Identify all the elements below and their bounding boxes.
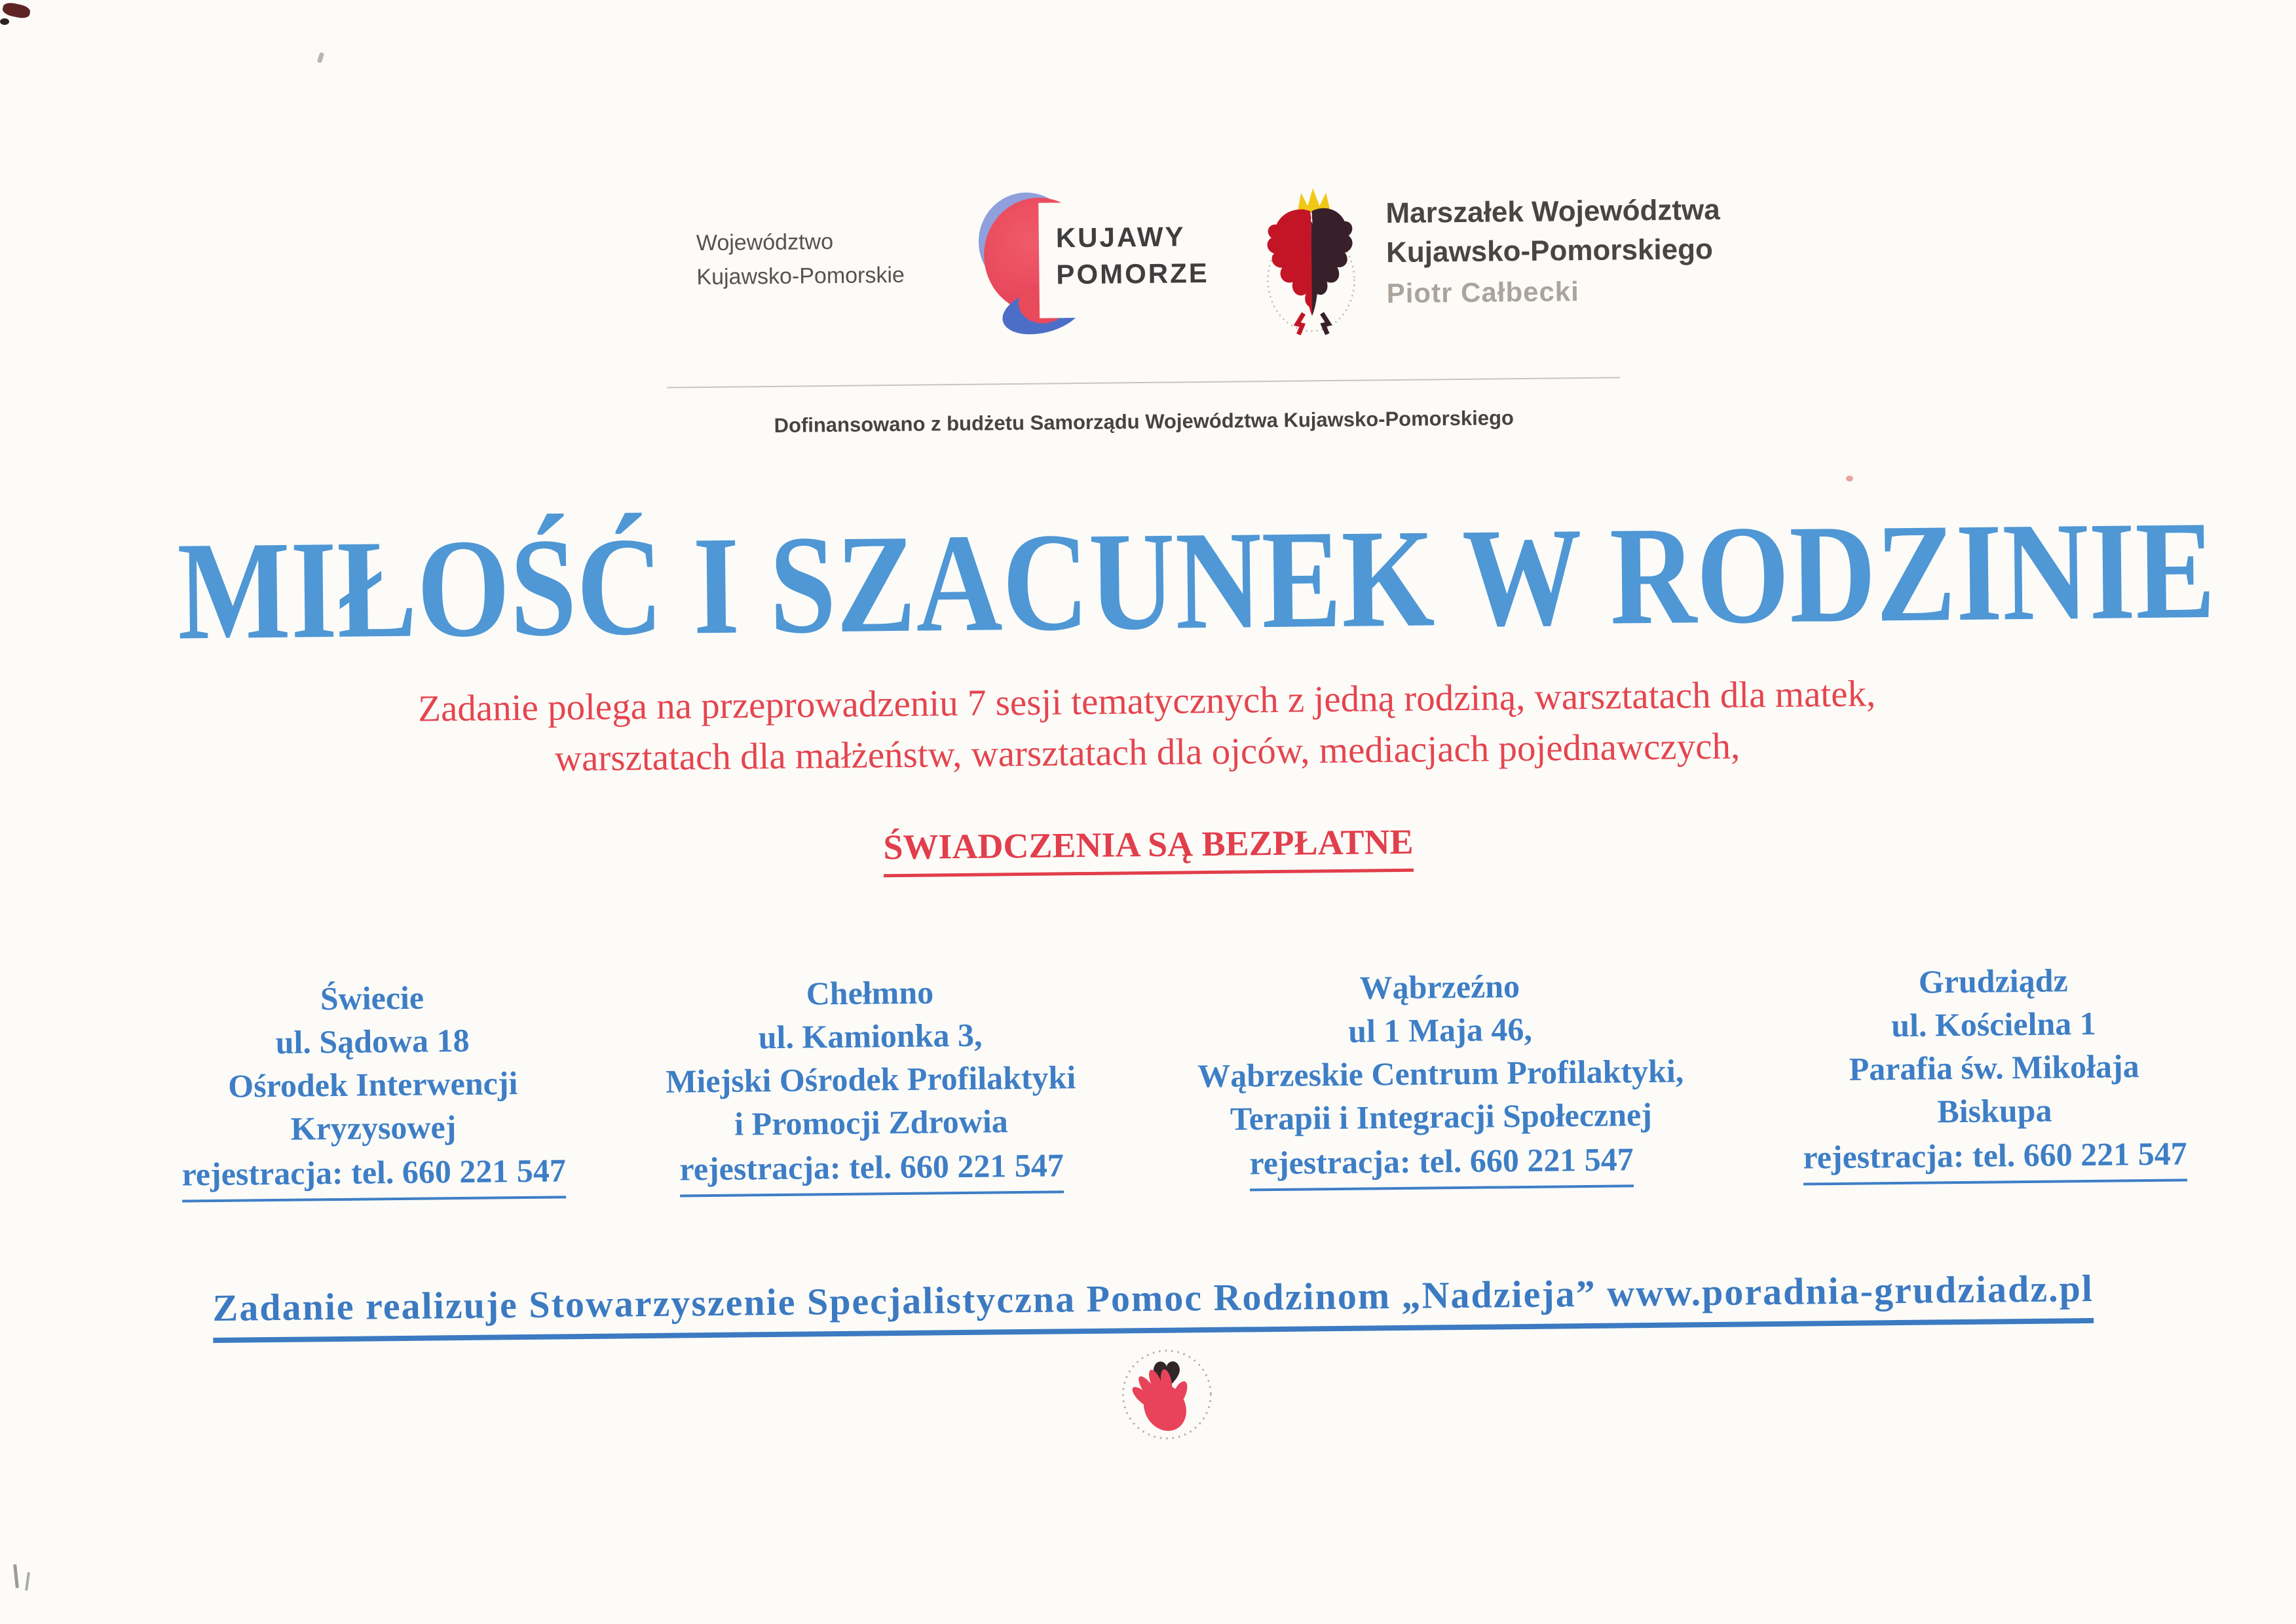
org-line: Biskupa bbox=[1936, 1091, 2052, 1130]
registration-phone: rejestracja: tel. 660 221 547 bbox=[1803, 1131, 2187, 1185]
marshal-name: Piotr Całbecki bbox=[1386, 276, 1580, 309]
org-line: Parafia św. Mikołaja bbox=[1849, 1048, 2139, 1087]
location-card-wabrzezno bbox=[1128, 962, 1753, 1192]
logo-word-kujawy: KUJAWY bbox=[1055, 221, 1186, 254]
logo-word-pomorze: POMORZE bbox=[1056, 257, 1209, 290]
org-line: Ośrodek Interwencji bbox=[227, 1065, 518, 1105]
registration-phone: rejestracja: tel. 660 221 547 bbox=[1249, 1137, 1634, 1191]
marshal-line2: Kujawsko-Pomorskiego bbox=[1385, 233, 1714, 269]
city-label: Wąbrzeźno bbox=[1359, 968, 1520, 1006]
voivodeship-label bbox=[696, 224, 905, 294]
task-description-line1: Zadanie polega na przeprowadzeniu 7 sesji tematycznych z jedną rodziną, warsztatach dla matek, bbox=[417, 673, 1876, 730]
address-label: ul. Sądowa 18 bbox=[275, 1021, 470, 1061]
voivodeship-line2: Kujawsko-Pomorskie bbox=[696, 262, 905, 290]
city-label: Świecie bbox=[320, 979, 424, 1017]
header-divider bbox=[667, 377, 1620, 388]
org-line: Kryzysowej bbox=[290, 1108, 457, 1147]
voivodeship-line1: Województwo bbox=[696, 229, 834, 256]
address-label: ul. Kościelna 1 bbox=[1891, 1004, 2097, 1044]
task-description-line2: warsztatach dla małżeństw, warsztatach dla ojców, mediacjach pojednawczych, bbox=[554, 725, 1741, 780]
address-label: ul. Kamionka 3, bbox=[758, 1016, 983, 1056]
marshal-line1: Marszałek Województwa bbox=[1385, 193, 1720, 230]
marshal-label bbox=[1385, 191, 1721, 314]
poster-title: MIŁOŚĆ I SZACUNEK W RODZINIE bbox=[176, 491, 2216, 670]
org-line: Terapii i Integracji Społecznej bbox=[1230, 1095, 1653, 1137]
heart-hand-logo bbox=[1117, 1346, 1218, 1450]
org-line: Wąbrzeskie Centrum Profilaktyki, bbox=[1197, 1052, 1684, 1095]
eagle-crest-icon bbox=[1263, 185, 1363, 343]
task-description bbox=[0, 664, 2295, 791]
org-line: i Promocji Zdrowia bbox=[734, 1103, 1009, 1142]
location-card-chelmno bbox=[575, 968, 1167, 1198]
free-services-notice: ŚWIADCZENIA SĄ BEZPŁATNE bbox=[0, 812, 2296, 887]
funding-note: Dofinansowano z budżetu Samorządu Województwa Kujawsko-Pomorskiego bbox=[774, 406, 1515, 437]
address-label: ul 1 Maja 46, bbox=[1347, 1010, 1533, 1049]
kujawy-pomorze-logo bbox=[979, 188, 1216, 341]
scan-smudge bbox=[1846, 476, 1853, 482]
realizer-line: Zadanie realizuje Stowarzyszenie Specjalistyczna Pomoc Rodzinom „Nadzieja” www.poradnia-grudziadz.pl bbox=[5, 1264, 2296, 1346]
location-card-grudziadz bbox=[1698, 956, 2290, 1186]
scan-smudge bbox=[0, 18, 9, 25]
registration-phone: rejestracja: tel. 660 221 547 bbox=[181, 1148, 566, 1202]
org-line: Miejski Ośrodek Profilaktyki bbox=[665, 1059, 1076, 1100]
kujawy-pomorze-wordmark bbox=[1056, 218, 1210, 293]
city-label: Chełmno bbox=[806, 973, 934, 1012]
registration-phone: rejestracja: tel. 660 221 547 bbox=[679, 1143, 1064, 1197]
city-label: Grudziądz bbox=[1918, 962, 2068, 1000]
